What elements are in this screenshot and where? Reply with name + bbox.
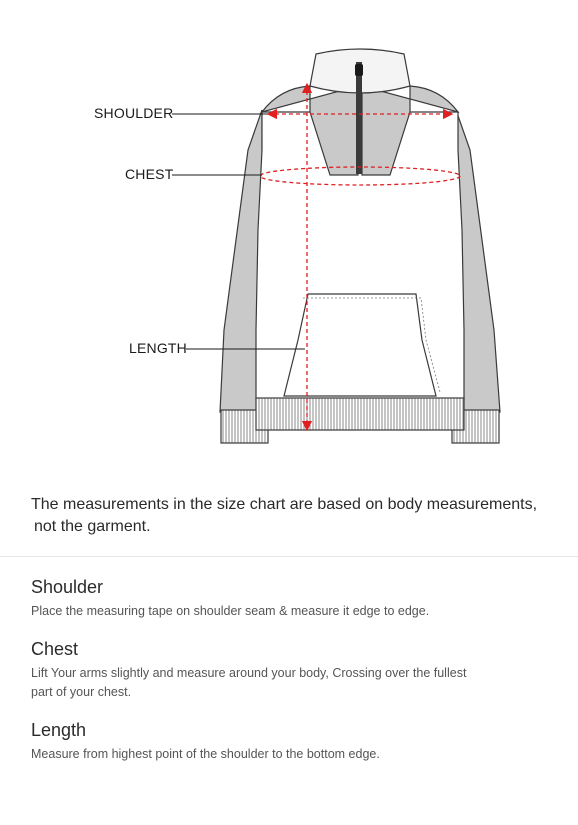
length-section: [31, 719, 551, 764]
zipper: [355, 62, 363, 174]
shoulder-heading: Shoulder: [31, 577, 104, 597]
chest-label: CHEST: [125, 166, 174, 182]
chest-heading: Chest: [31, 639, 79, 659]
shoulder-section: [31, 576, 551, 621]
measurement-note-line2: not the garment.: [34, 518, 151, 535]
length-heading: Length: [31, 720, 87, 740]
chest-instructions-line1: Lift Your arms slightly and measure around your body, Crossing over the fullest: [31, 666, 467, 680]
chest-instructions: [31, 664, 551, 702]
measurement-note-line1: The measurements in the size chart are based on body measurements,: [31, 496, 538, 513]
chest-instructions-line2: part of your chest.: [31, 685, 132, 699]
length-instructions: Measure from highest point of the shoulder to the bottom edge.: [31, 747, 380, 761]
shoulder-instructions: Place the measuring tape on shoulder seam & measure it edge to edge.: [31, 604, 430, 618]
measurement-note: [31, 494, 561, 538]
chest-section: [31, 638, 551, 702]
section-divider: [0, 556, 578, 557]
length-label: LENGTH: [129, 340, 187, 356]
shoulder-label: SHOULDER: [94, 105, 174, 121]
